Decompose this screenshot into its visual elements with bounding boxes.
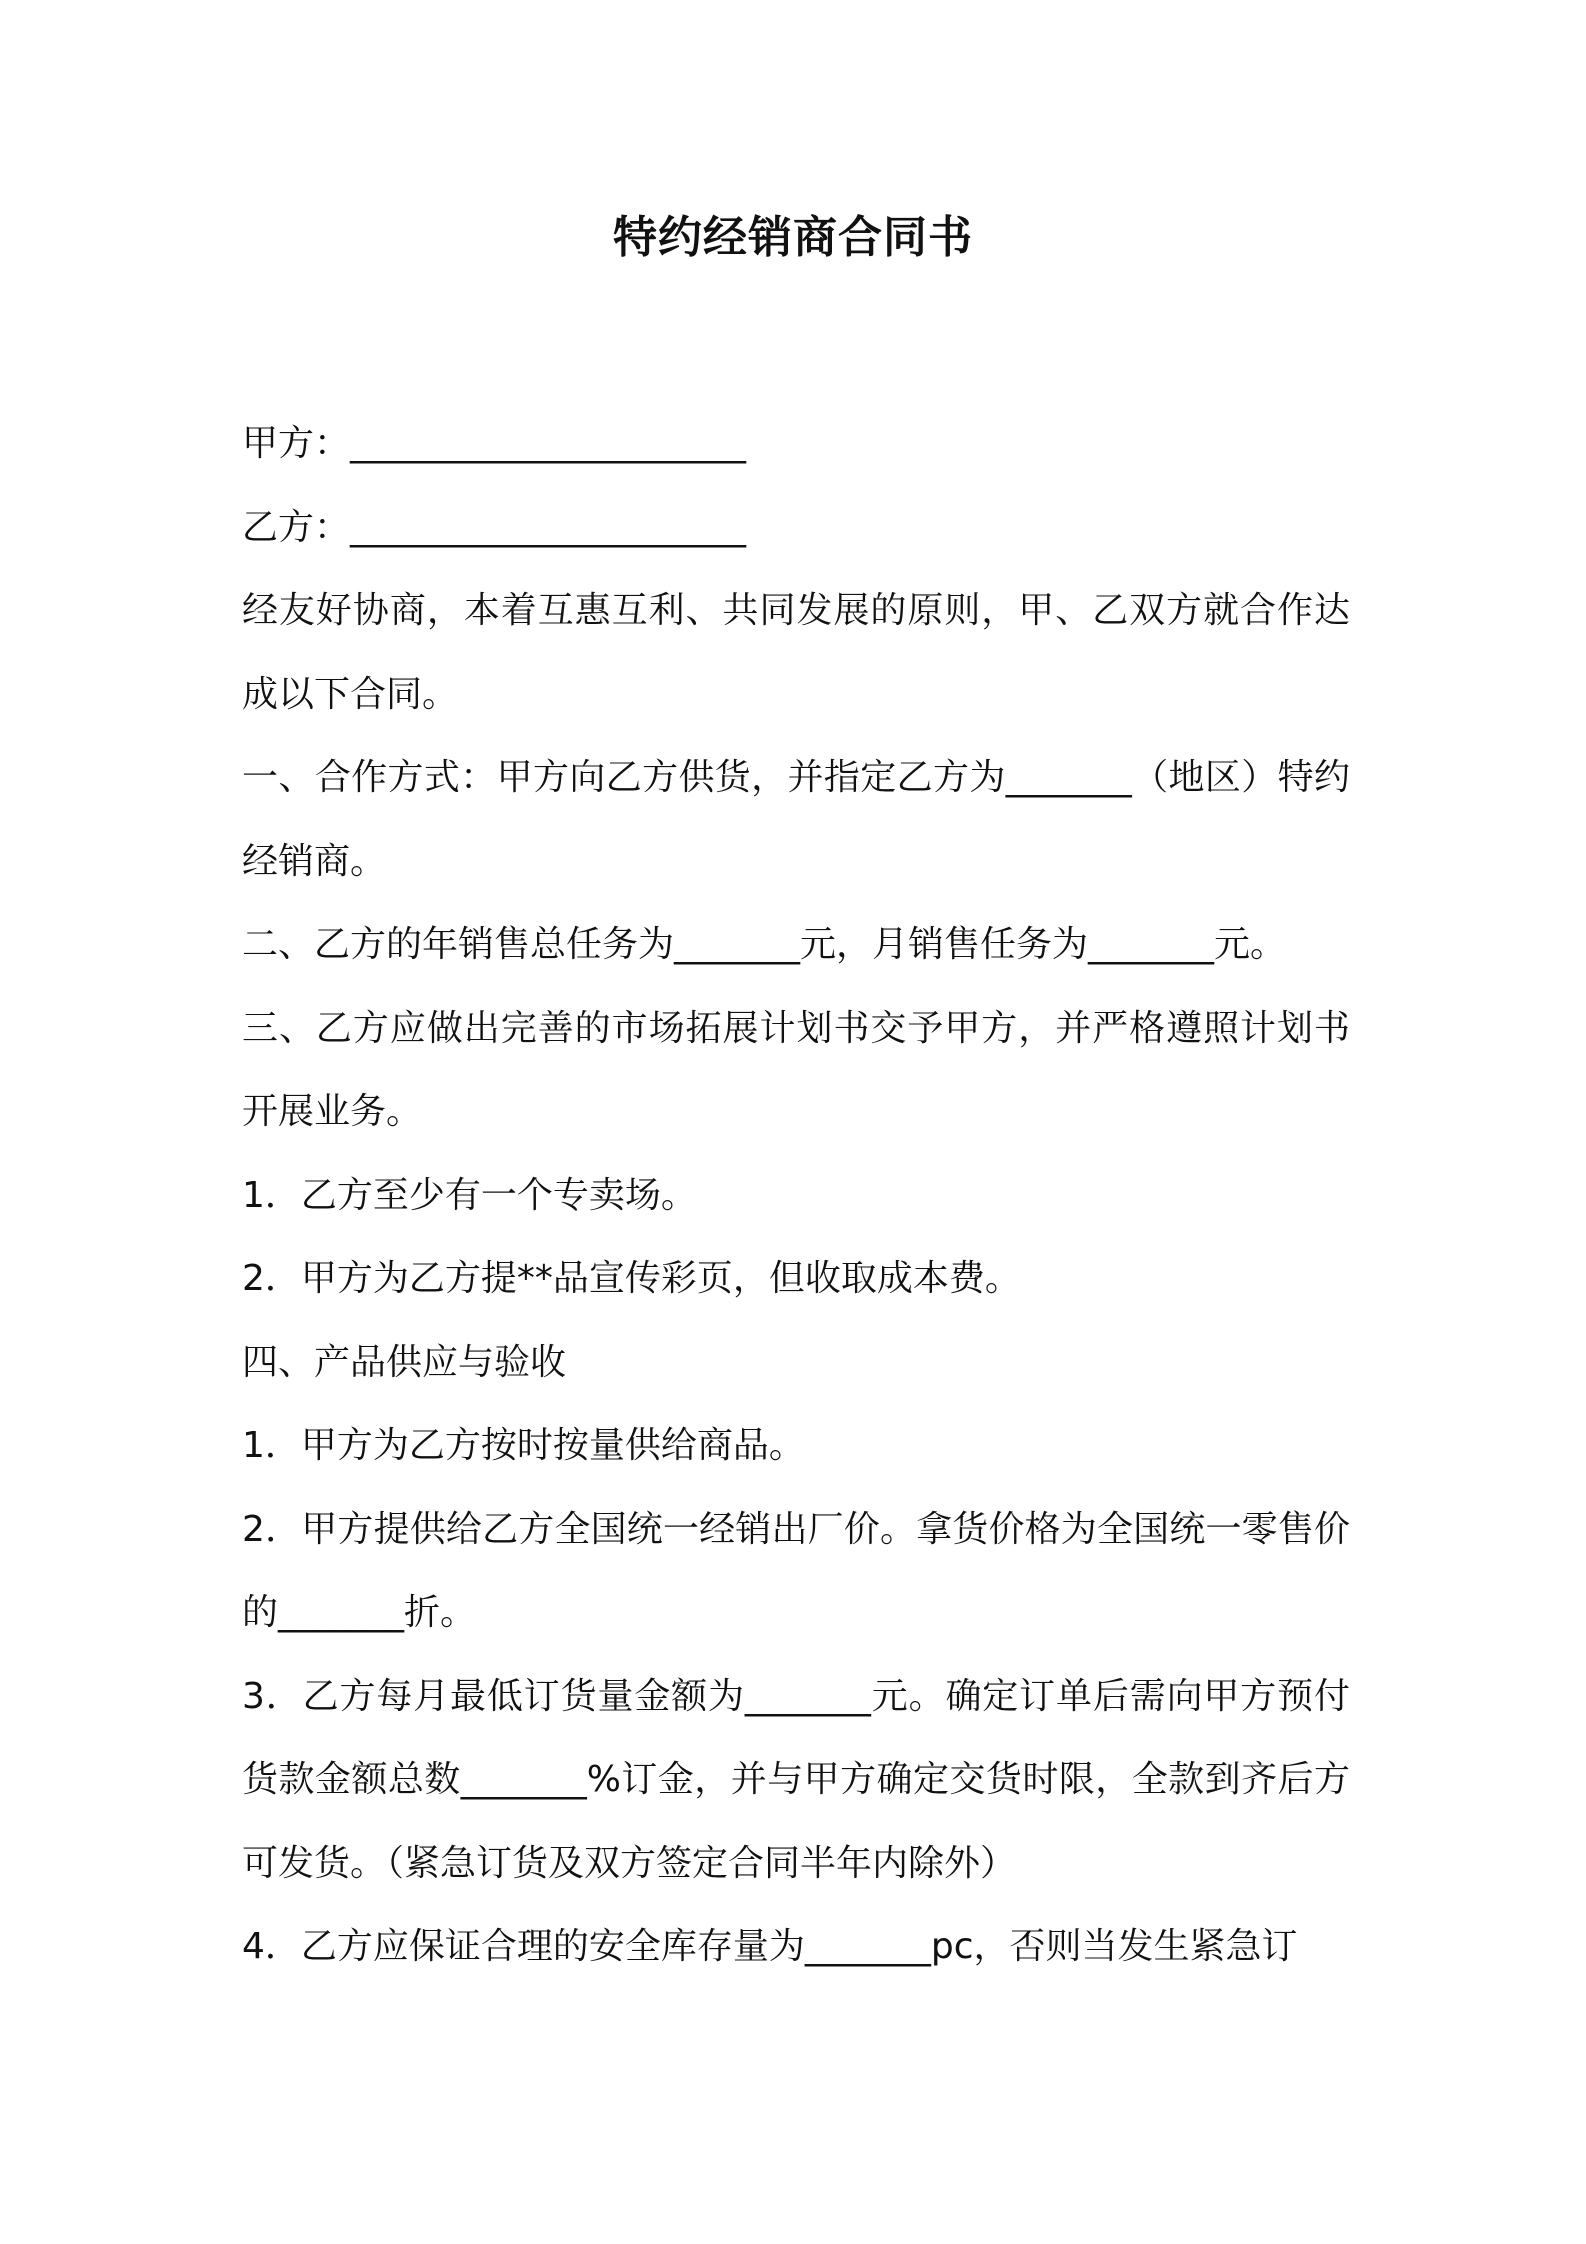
clause-4-item-2: 2．甲方提供给乙方全国统一经销出厂价。拿货价格为全国统一零售价的_______折。 [242,1508,1350,1633]
clause-1-cooperation: 一、合作方式：甲方向乙方供货，并指定乙方为_______（地区）特约经销商。 [242,757,1350,882]
preamble-paragraph: 经友好协商，本着互惠互利、共同发展的原则，甲、乙双方就合作达成以下合同。 [242,590,1350,715]
clause-4-heading: 四、产品供应与验收 [242,1341,567,1383]
clause-3-market-plan: 三、乙方应做出完善的市场拓展计划书交予甲方，并严格遵照计划书开展业务。 [242,1007,1350,1132]
clause-3-item-1: 1．乙方至少有一个专卖场。 [242,1174,697,1216]
clause-2-sales-target: 二、乙方的年销售总任务为_______元，月销售任务为_______元。 [242,924,1287,965]
party-a-line: 甲方：______________________ [242,423,747,464]
document-body [242,402,1350,1989]
document-title: 特约经销商合同书 [613,212,973,263]
clause-4-item-1: 1．甲方为乙方按时按量供给商品。 [242,1425,805,1466]
clause-3-item-2: 2．甲方为乙方提**品宣传彩页，但收取成本费。 [242,1258,1021,1299]
clause-4-item-3: 3．乙方每月最低订货量金额为_______元。确定订单后需向甲方预付货款金额总数_______%订金，并与甲方确定交货时限，全款到齐后方可发货。（紧急订货及双方签定合同半年内除外） [242,1675,1350,1884]
party-b-line: 乙方：______________________ [242,506,747,548]
clause-4-item-4: 4．乙方应保证合理的安全库存量为_______pc，否则当发生紧急订 [242,1926,1298,1967]
